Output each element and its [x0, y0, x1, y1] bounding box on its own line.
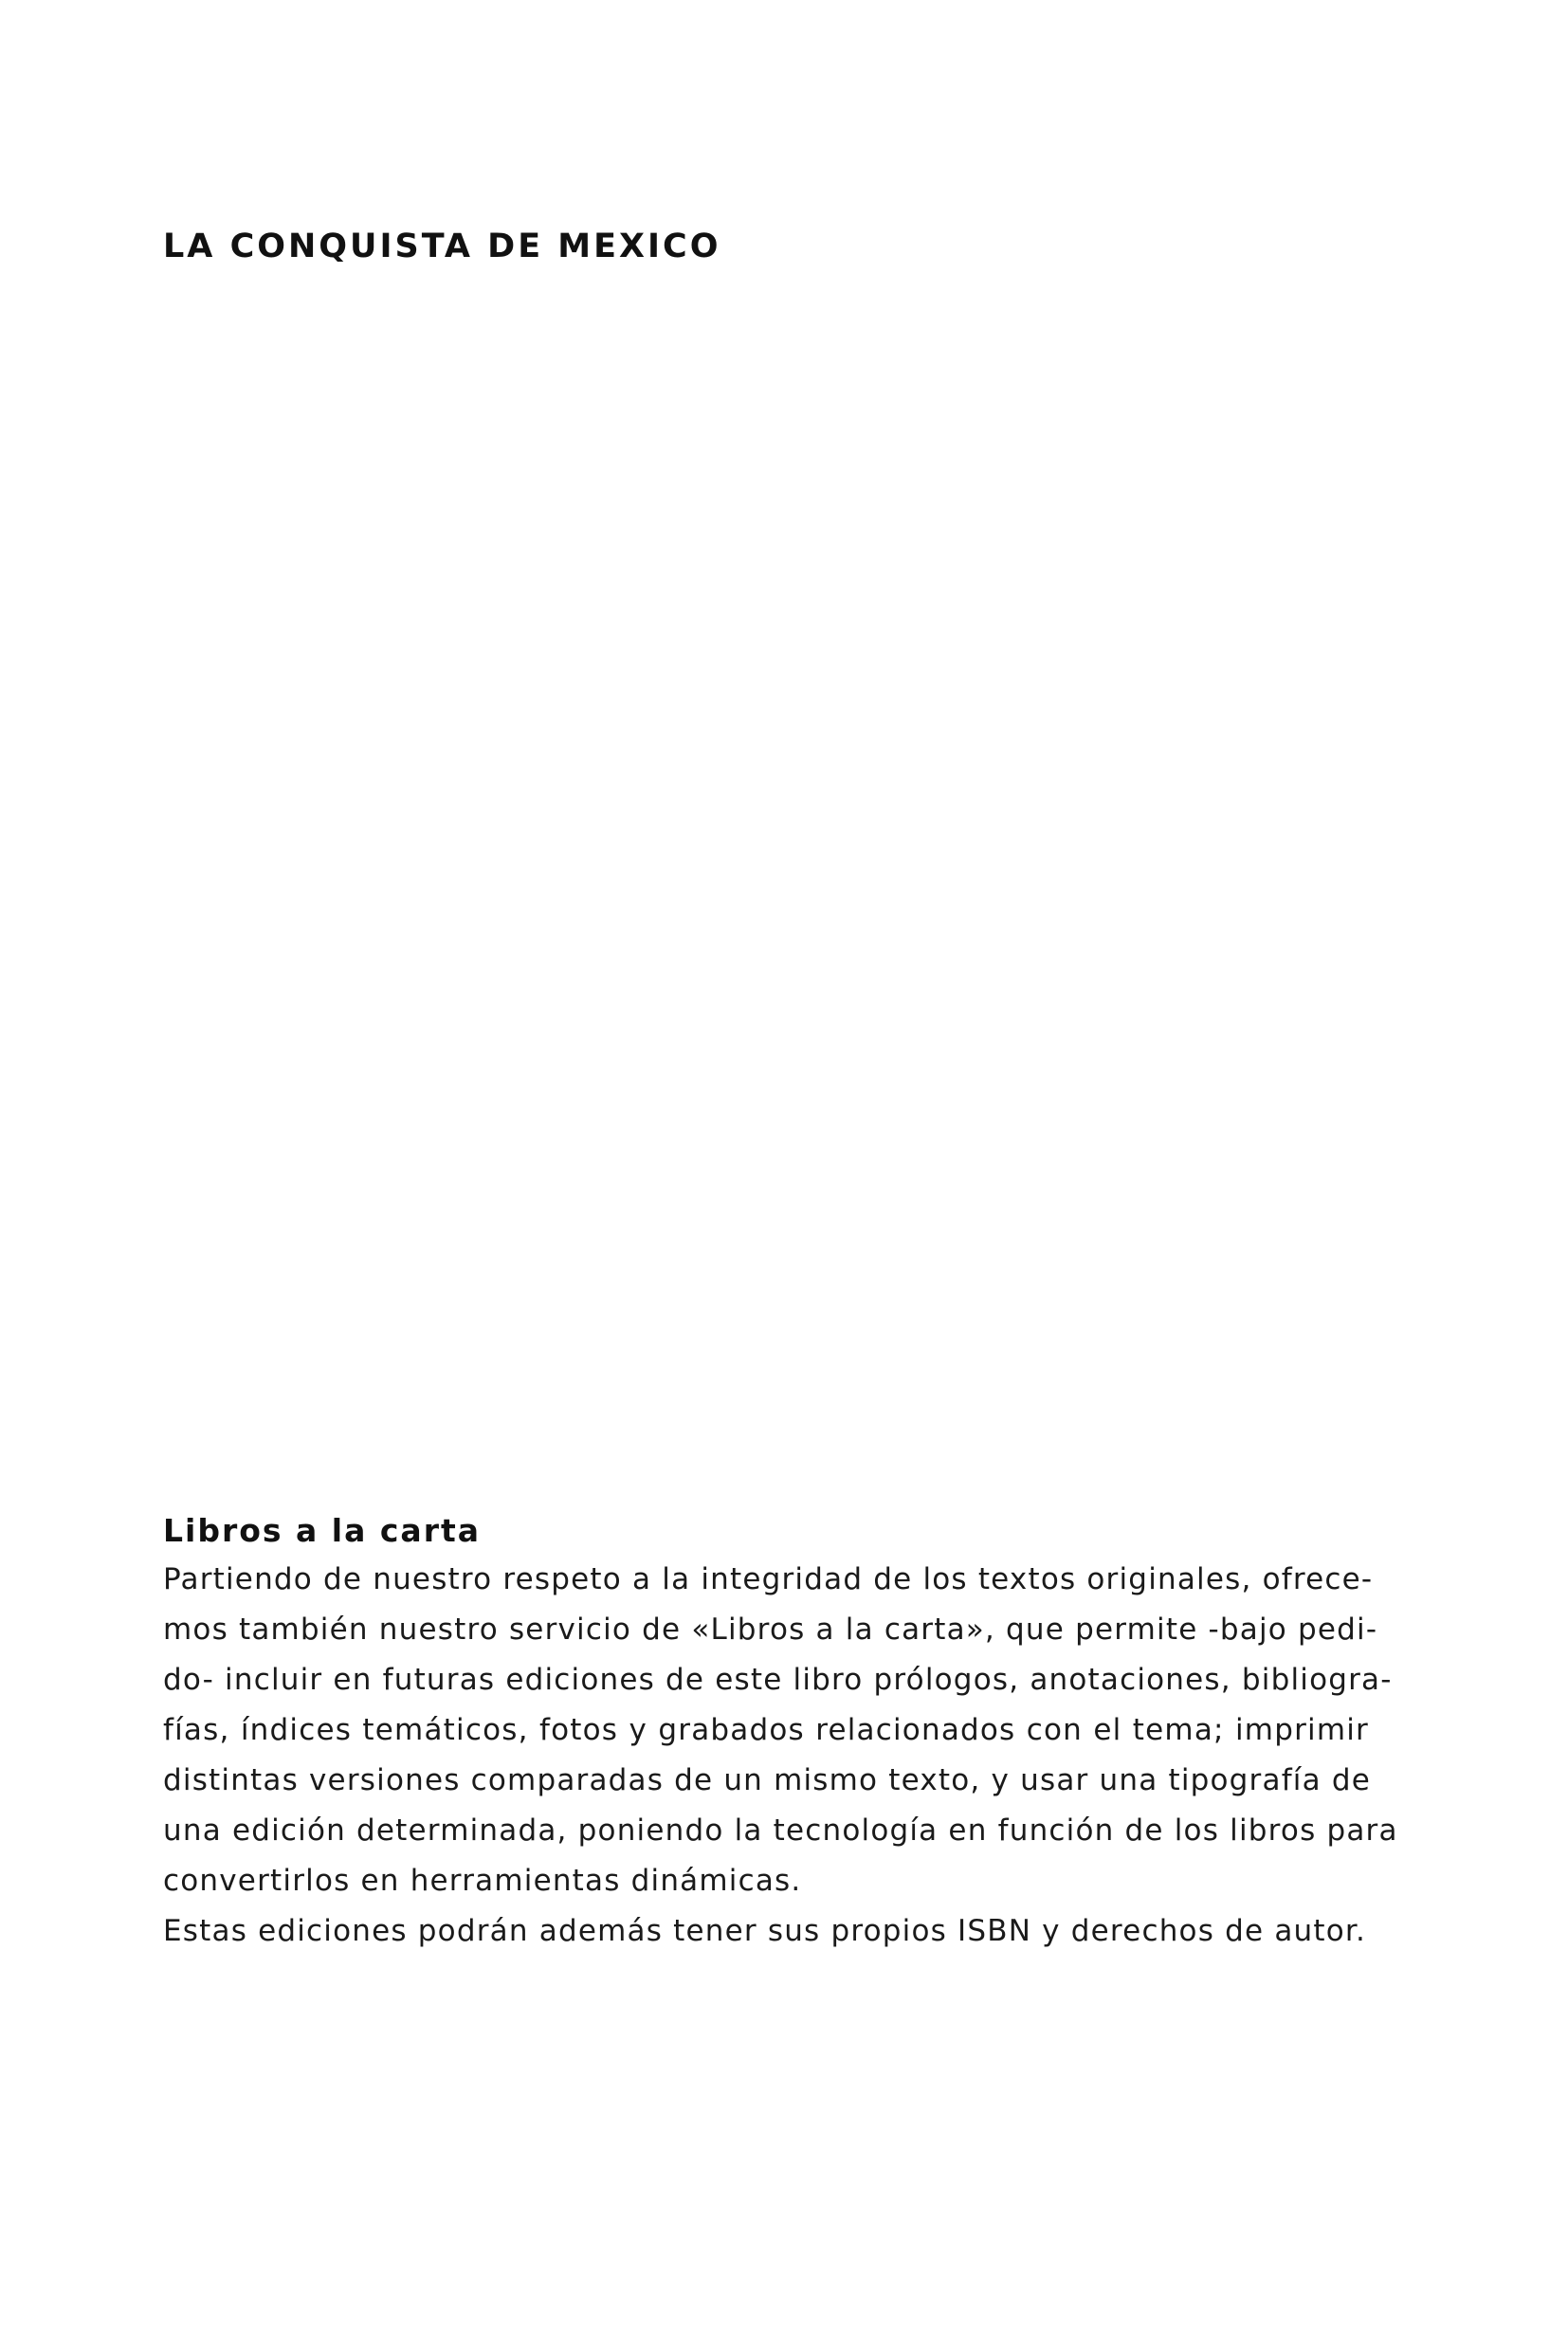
book-title: LA CONQUISTA DE MEXICO — [163, 228, 721, 265]
libros-a-la-carta-section — [163, 1507, 1398, 1957]
section-heading: Libros a la carta — [163, 1512, 482, 1549]
section-body — [163, 1555, 1398, 1957]
body-line: fías, índices temáticos, fotos y grabados relacionados con el tema; imprimir — [163, 1713, 1369, 1747]
body-line: distintas versiones comparadas de un mismo texto, y usar una tipografía de — [163, 1763, 1372, 1797]
body-line: convertirlos en herramientas dinámicas. — [163, 1864, 802, 1898]
body-line: mos también nuestro servicio de «Libros a la carta», que permite -bajo pedi- — [163, 1613, 1378, 1647]
body-line: Estas ediciones podrán además tener sus propios ISBN y derechos de autor. — [163, 1914, 1367, 1948]
body-line: Partiendo de nuestro respeto a la integridad de los textos originales, ofrece- — [163, 1562, 1374, 1596]
body-line: una edición determinada, poniendo la tecnología en función de los libros para — [163, 1813, 1398, 1848]
body-line: do- incluir en futuras ediciones de este libro prólogos, anotaciones, bibliogra- — [163, 1663, 1393, 1697]
